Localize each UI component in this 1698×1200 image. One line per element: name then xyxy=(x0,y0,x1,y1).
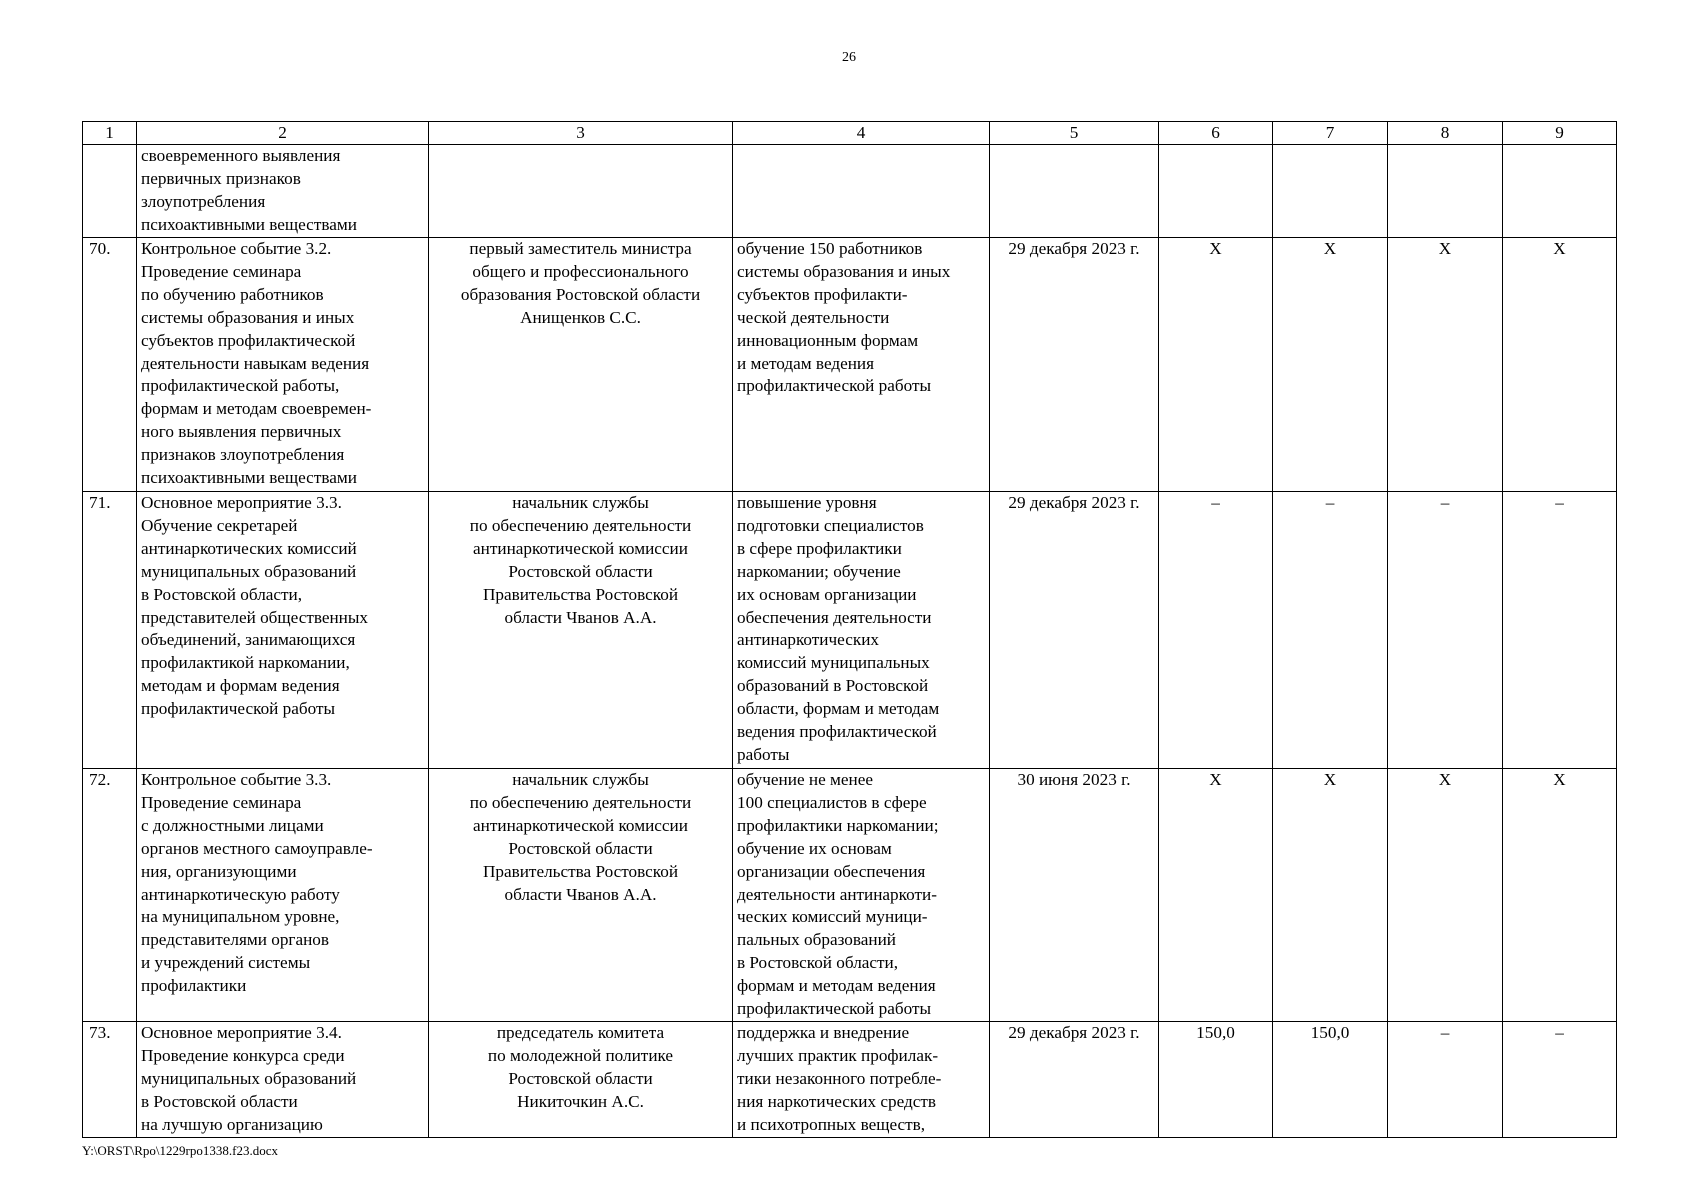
column-header-1: 1 xyxy=(83,122,137,145)
responsible-executor: начальник службы по обеспечению деятельности антинаркотической комиссии Ростовской области Правительства Ростовской области Чванов А.А. xyxy=(429,492,733,769)
responsible-executor xyxy=(429,145,733,238)
row-number: 73. xyxy=(83,1022,137,1138)
responsible-executor: первый заместитель министра общего и профессионального образования Ростовской области Анищенков С.С. xyxy=(429,238,733,492)
column-header-9: 9 xyxy=(1503,122,1617,145)
value-col-8: – xyxy=(1388,1022,1503,1138)
value-col-6: – xyxy=(1159,492,1273,769)
expected-result xyxy=(733,145,990,238)
value-col-8 xyxy=(1388,145,1503,238)
column-header-4: 4 xyxy=(733,122,990,145)
row-number xyxy=(83,145,137,238)
value-col-9: Х xyxy=(1503,769,1617,1022)
completion-date: 30 июня 2023 г. xyxy=(990,769,1159,1022)
page-number: 26 xyxy=(842,50,856,65)
value-col-9: – xyxy=(1503,1022,1617,1138)
column-header-8: 8 xyxy=(1388,122,1503,145)
column-number-row xyxy=(83,122,1617,145)
activity-name: своевременного выявления первичных признаков злоупотребления психоактивными веществами xyxy=(137,145,429,238)
activity-name: Основное мероприятие 3.3. Обучение секретарей антинаркотических комиссий муниципальных образований в Ростовской области, представителей общественных объединений, занимающихся профилактикой наркомании, методам и формам ведения профилактической работы xyxy=(137,492,429,769)
value-col-7: Х xyxy=(1273,238,1388,492)
table-row xyxy=(83,238,1617,492)
completion-date: 29 декабря 2023 г. xyxy=(990,1022,1159,1138)
table-row xyxy=(83,769,1617,1022)
value-col-6: 150,0 xyxy=(1159,1022,1273,1138)
value-col-8: Х xyxy=(1388,769,1503,1022)
value-col-9: Х xyxy=(1503,238,1617,492)
table-row xyxy=(83,492,1617,769)
value-col-7: – xyxy=(1273,492,1388,769)
expected-result: обучение не менее 100 специалистов в сфере профилактики наркомании; обучение их основам организации обеспечения деятельности антинаркоти- ческих комиссий муници- пальных образований в Ростовской области, формам и методам ведения профилактической работы xyxy=(733,769,990,1022)
responsible-executor: председатель комитета по молодежной политике Ростовской области Никиточкин А.С. xyxy=(429,1022,733,1138)
column-header-7: 7 xyxy=(1273,122,1388,145)
table-row xyxy=(83,1022,1617,1138)
value-col-6: Х xyxy=(1159,238,1273,492)
plan-table xyxy=(82,121,1617,1138)
value-col-8: Х xyxy=(1388,238,1503,492)
expected-result: повышение уровня подготовки специалистов в сфере профилактики наркомании; обучение их основам организации обеспечения деятельности антинаркотических комиссий муниципальных образований в Ростовской области, формам и методам ведения профилактической работы xyxy=(733,492,990,769)
expected-result: поддержка и внедрение лучших практик профилак- тики незаконного потребле- ния наркотических средств и психотропных веществ, xyxy=(733,1022,990,1138)
activity-name: Контрольное событие 3.3. Проведение семинара с должностными лицами органов местного самоуправле- ния, организующими антинаркотическую работу на муниципальном уровне, представителями органов и учреждений системы профилактики xyxy=(137,769,429,1022)
value-col-7: 150,0 xyxy=(1273,1022,1388,1138)
row-number: 70. xyxy=(83,238,137,492)
value-col-7 xyxy=(1273,145,1388,238)
expected-result: обучение 150 работников системы образования и иных субъектов профилакти- ческой деятельности инновационным формам и методам ведения профилактической работы xyxy=(733,238,990,492)
value-col-6 xyxy=(1159,145,1273,238)
responsible-executor: начальник службы по обеспечению деятельности антинаркотической комиссии Ростовской области Правительства Ростовской области Чванов А.А. xyxy=(429,769,733,1022)
completion-date: 29 декабря 2023 г. xyxy=(990,492,1159,769)
completion-date xyxy=(990,145,1159,238)
column-header-3: 3 xyxy=(429,122,733,145)
value-col-7: Х xyxy=(1273,769,1388,1022)
document-file-path: Y:\ORST\Rpo\1229rpo1338.f23.docx xyxy=(82,1143,278,1158)
column-header-6: 6 xyxy=(1159,122,1273,145)
activity-name: Основное мероприятие 3.4. Проведение конкурса среди муниципальных образований в Ростовской области на лучшую организацию xyxy=(137,1022,429,1138)
value-col-6: Х xyxy=(1159,769,1273,1022)
activity-name: Контрольное событие 3.2. Проведение семинара по обучению работников системы образования и иных субъектов профилактической деятельности навыкам ведения профилактической работы, формам и методам своевремен- ного выявления первичных признаков злоупотребления психоактивными веществами xyxy=(137,238,429,492)
column-header-2: 2 xyxy=(137,122,429,145)
column-header-5: 5 xyxy=(990,122,1159,145)
value-col-8: – xyxy=(1388,492,1503,769)
row-number: 71. xyxy=(83,492,137,769)
row-number: 72. xyxy=(83,769,137,1022)
value-col-9 xyxy=(1503,145,1617,238)
value-col-9: – xyxy=(1503,492,1617,769)
completion-date: 29 декабря 2023 г. xyxy=(990,238,1159,492)
table-row xyxy=(83,145,1617,238)
